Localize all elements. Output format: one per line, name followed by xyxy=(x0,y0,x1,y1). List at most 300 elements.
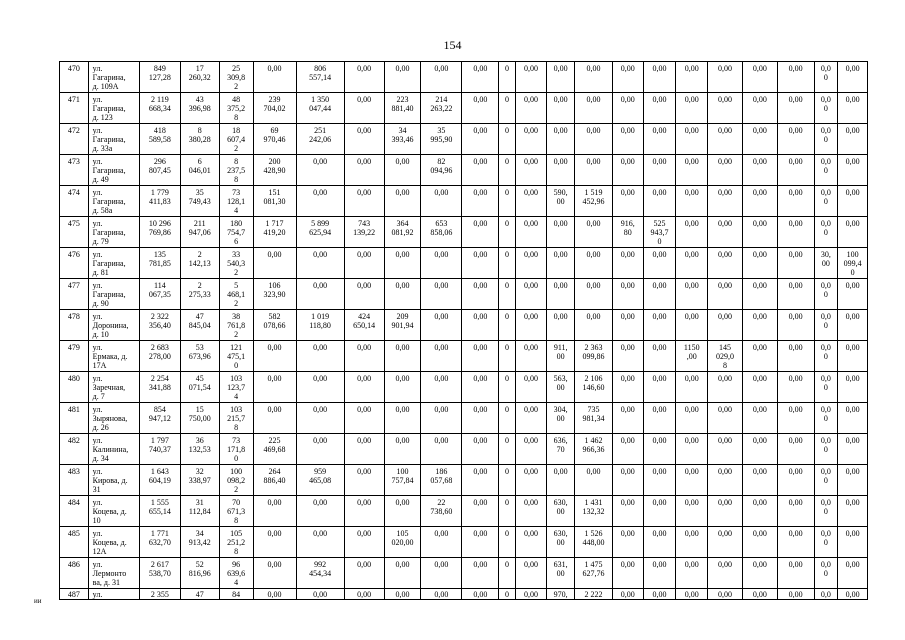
value-cell: 0,00 xyxy=(742,124,777,155)
value-cell: 0,00 xyxy=(676,62,708,93)
value-cell: 0 xyxy=(499,527,515,558)
value-cell: 743 139,22 xyxy=(344,217,384,248)
value-cell: 0,00 xyxy=(575,248,613,279)
value-cell: 0,00 xyxy=(643,124,676,155)
row-number-cell: 475 xyxy=(60,217,89,248)
table-row xyxy=(60,217,868,248)
value-cell: 0,00 xyxy=(344,465,384,496)
value-cell: 0,00 xyxy=(612,589,643,600)
value-cell: 0 xyxy=(499,62,515,93)
value-cell: 0,00 xyxy=(384,434,421,465)
row-number-cell: 472 xyxy=(60,124,89,155)
value-cell: 424 650,14 xyxy=(344,310,384,341)
value-cell: 0,0 0 xyxy=(814,434,838,465)
value-cell: 0,00 xyxy=(421,434,462,465)
value-cell: 0,00 xyxy=(777,124,814,155)
value-cell: 0,00 xyxy=(575,62,613,93)
value-cell: 100 757,84 xyxy=(384,465,421,496)
address-cell: ул. Гагарина, д. 90 xyxy=(88,279,139,310)
value-cell: 0,0 0 xyxy=(814,558,838,589)
value-cell: 0,00 xyxy=(344,558,384,589)
value-cell: 0,00 xyxy=(742,403,777,434)
value-cell: 0,00 xyxy=(838,496,868,527)
value-cell: 0,00 xyxy=(462,186,499,217)
value-cell: 0,00 xyxy=(462,496,499,527)
value-cell: 0,00 xyxy=(462,341,499,372)
value-cell: 418 589,58 xyxy=(139,124,180,155)
value-cell: 0,00 xyxy=(777,372,814,403)
value-cell: 100 098,2 2 xyxy=(219,465,253,496)
value-cell: 0,00 xyxy=(515,62,547,93)
value-cell: 0,00 xyxy=(838,279,868,310)
value-cell: 0,00 xyxy=(676,155,708,186)
value-cell: 992 454,34 xyxy=(296,558,344,589)
value-cell: 0,00 xyxy=(253,62,296,93)
value-cell: 0,0 xyxy=(814,589,838,600)
value-cell: 0,0 0 xyxy=(814,62,838,93)
value-cell: 1 643 604,19 xyxy=(139,465,180,496)
value-cell: 0,00 xyxy=(777,186,814,217)
value-cell: 1 526 448,00 xyxy=(575,527,613,558)
value-cell: 0 xyxy=(499,93,515,124)
value-cell: 0,0 0 xyxy=(814,155,838,186)
value-cell: 0,00 xyxy=(547,217,575,248)
table-row xyxy=(60,372,868,403)
value-cell: 0,00 xyxy=(643,186,676,217)
value-cell: 0,00 xyxy=(676,93,708,124)
value-cell: 0,00 xyxy=(708,372,743,403)
value-cell: 0,00 xyxy=(296,248,344,279)
value-cell: 0,0 0 xyxy=(814,527,838,558)
value-cell: 630, 00 xyxy=(547,527,575,558)
value-cell: 0,00 xyxy=(708,248,743,279)
value-cell: 0,0 0 xyxy=(814,186,838,217)
value-cell: 0,00 xyxy=(547,93,575,124)
value-cell: 0,00 xyxy=(708,558,743,589)
value-cell: 106 323,90 xyxy=(253,279,296,310)
value-cell: 25 309,8 2 xyxy=(219,62,253,93)
value-cell: 0 xyxy=(499,496,515,527)
value-cell: 0,00 xyxy=(643,558,676,589)
value-cell: 0,00 xyxy=(612,93,643,124)
value-cell: 0,00 xyxy=(742,527,777,558)
value-cell: 214 263,22 xyxy=(421,93,462,124)
value-cell: 0,00 xyxy=(296,527,344,558)
value-cell: 0,00 xyxy=(612,372,643,403)
value-cell: 0 xyxy=(499,589,515,600)
value-cell: 47 xyxy=(180,589,219,600)
value-cell: 0,00 xyxy=(676,558,708,589)
value-cell: 0,00 xyxy=(676,465,708,496)
value-cell: 0,00 xyxy=(676,310,708,341)
value-cell: 0,00 xyxy=(421,589,462,600)
table-row xyxy=(60,527,868,558)
value-cell: 84 xyxy=(219,589,253,600)
value-cell: 959 465,08 xyxy=(296,465,344,496)
value-cell: 0,00 xyxy=(643,372,676,403)
value-cell: 0,00 xyxy=(384,341,421,372)
value-cell: 0,00 xyxy=(643,93,676,124)
value-cell: 225 469,68 xyxy=(253,434,296,465)
address-cell: ул. Гагарина, д. 81 xyxy=(88,248,139,279)
value-cell: 0,00 xyxy=(777,217,814,248)
address-cell: ул. Гагарина, д. 58а xyxy=(88,186,139,217)
row-number-cell: 486 xyxy=(60,558,89,589)
value-cell: 0,00 xyxy=(612,341,643,372)
value-cell: 47 845,04 xyxy=(180,310,219,341)
value-cell: 0,00 xyxy=(777,403,814,434)
value-cell: 0,00 xyxy=(708,310,743,341)
value-cell: 0,00 xyxy=(676,372,708,403)
value-cell: 0,00 xyxy=(344,341,384,372)
value-cell: 1 475 627,76 xyxy=(575,558,613,589)
row-number-cell: 480 xyxy=(60,372,89,403)
table-row xyxy=(60,496,868,527)
row-number-cell: 470 xyxy=(60,62,89,93)
value-cell: 0,00 xyxy=(676,403,708,434)
address-cell: ул. Коцева, д. 10 xyxy=(88,496,139,527)
value-cell: 0,00 xyxy=(384,496,421,527)
value-cell: 0,00 xyxy=(676,527,708,558)
value-cell: 0,00 xyxy=(742,589,777,600)
value-cell: 0,00 xyxy=(296,403,344,434)
value-cell: 0,00 xyxy=(344,248,384,279)
value-cell: 0,00 xyxy=(344,372,384,403)
table-row xyxy=(60,310,868,341)
value-cell: 0,00 xyxy=(253,372,296,403)
value-cell: 0 xyxy=(499,558,515,589)
table-row xyxy=(60,341,868,372)
address-cell: ул. Кирова, д. 31 xyxy=(88,465,139,496)
address-cell: ул. Зырянова, д. 26 xyxy=(88,403,139,434)
value-cell: 0,00 xyxy=(742,155,777,186)
value-cell: 0,00 xyxy=(838,93,868,124)
value-cell: 0,00 xyxy=(676,248,708,279)
value-cell: 0,00 xyxy=(742,62,777,93)
table-row xyxy=(60,279,868,310)
value-cell: 2 106 146,60 xyxy=(575,372,613,403)
value-cell: 0,00 xyxy=(643,403,676,434)
value-cell: 0,00 xyxy=(575,465,613,496)
value-cell: 0 xyxy=(499,155,515,186)
value-cell: 8 380,28 xyxy=(180,124,219,155)
value-cell: 0,00 xyxy=(838,558,868,589)
value-cell: 0,00 xyxy=(777,155,814,186)
value-cell: 100 099,4 0 xyxy=(838,248,868,279)
value-cell: 0,00 xyxy=(676,124,708,155)
table-row xyxy=(60,558,868,589)
value-cell: 0,00 xyxy=(742,93,777,124)
table-row xyxy=(60,589,868,600)
value-cell: 0,00 xyxy=(643,527,676,558)
value-cell: 0,00 xyxy=(742,434,777,465)
value-cell: 31 112,84 xyxy=(180,496,219,527)
value-cell: 2 142,13 xyxy=(180,248,219,279)
value-cell: 0,00 xyxy=(838,589,868,600)
value-cell: 916, 80 xyxy=(612,217,643,248)
footer-mark: ии xyxy=(34,597,42,605)
value-cell: 1 771 632,70 xyxy=(139,527,180,558)
row-number-cell: 485 xyxy=(60,527,89,558)
address-cell: ул. Ермака, д. 17А xyxy=(88,341,139,372)
value-cell: 209 901,94 xyxy=(384,310,421,341)
value-cell: 0,00 xyxy=(612,465,643,496)
value-cell: 0,00 xyxy=(708,155,743,186)
value-cell: 0,00 xyxy=(777,527,814,558)
value-cell: 0,00 xyxy=(612,434,643,465)
address-cell: ул. Гагарина, д. 109А xyxy=(88,62,139,93)
value-cell: 0,00 xyxy=(643,248,676,279)
value-cell: 0,00 xyxy=(612,248,643,279)
table-row xyxy=(60,465,868,496)
value-cell: 32 338,97 xyxy=(180,465,219,496)
value-cell: 0,00 xyxy=(612,124,643,155)
value-cell: 0,00 xyxy=(515,124,547,155)
value-cell: 5 899 625,94 xyxy=(296,217,344,248)
value-cell: 22 738,60 xyxy=(421,496,462,527)
value-cell: 735 981,34 xyxy=(575,403,613,434)
row-number-cell: 473 xyxy=(60,155,89,186)
value-cell: 0,00 xyxy=(676,496,708,527)
value-cell: 0 xyxy=(499,341,515,372)
value-cell: 0,00 xyxy=(421,62,462,93)
value-cell: 0,00 xyxy=(547,248,575,279)
value-cell: 0,00 xyxy=(296,186,344,217)
value-cell: 0,00 xyxy=(547,62,575,93)
value-cell: 0,0 0 xyxy=(814,310,838,341)
value-cell: 0 xyxy=(499,279,515,310)
value-cell: 0,00 xyxy=(344,279,384,310)
value-cell: 0,00 xyxy=(296,372,344,403)
value-cell: 0 xyxy=(499,310,515,341)
value-cell: 0,00 xyxy=(742,310,777,341)
value-cell: 0,00 xyxy=(384,558,421,589)
value-cell: 2 254 341,88 xyxy=(139,372,180,403)
value-cell: 0,0 0 xyxy=(814,372,838,403)
address-cell: ул. Лермонто ва, д. 31 xyxy=(88,558,139,589)
value-cell: 0,00 xyxy=(462,558,499,589)
value-cell: 0 xyxy=(499,248,515,279)
value-cell: 0,00 xyxy=(708,465,743,496)
value-cell: 0,00 xyxy=(421,248,462,279)
value-cell: 0,00 xyxy=(384,372,421,403)
value-cell: 0,00 xyxy=(612,403,643,434)
value-cell: 911, 00 xyxy=(547,341,575,372)
value-cell: 82 094,96 xyxy=(421,155,462,186)
value-cell: 854 947,12 xyxy=(139,403,180,434)
value-cell: 70 671,3 8 xyxy=(219,496,253,527)
value-cell: 0,00 xyxy=(515,558,547,589)
value-cell: 0,0 0 xyxy=(814,341,838,372)
value-cell: 0,00 xyxy=(462,589,499,600)
value-cell: 0,00 xyxy=(515,589,547,600)
value-cell: 582 078,66 xyxy=(253,310,296,341)
value-cell: 38 761,8 2 xyxy=(219,310,253,341)
value-cell: 0,00 xyxy=(515,434,547,465)
value-cell: 0,00 xyxy=(462,465,499,496)
value-cell: 0,00 xyxy=(253,558,296,589)
value-cell: 200 428,90 xyxy=(253,155,296,186)
value-cell: 0,00 xyxy=(643,465,676,496)
value-cell: 0,00 xyxy=(676,434,708,465)
row-number-cell: 479 xyxy=(60,341,89,372)
row-number-cell: 487 xyxy=(60,589,89,600)
row-number-cell: 474 xyxy=(60,186,89,217)
value-cell: 135 781,85 xyxy=(139,248,180,279)
value-cell: 0,00 xyxy=(296,155,344,186)
value-cell: 0,00 xyxy=(838,155,868,186)
value-cell: 0,00 xyxy=(575,310,613,341)
value-cell: 0,00 xyxy=(742,465,777,496)
value-cell: 0,00 xyxy=(547,279,575,310)
value-cell: 18 607,4 2 xyxy=(219,124,253,155)
value-cell: 0,0 0 xyxy=(814,93,838,124)
address-cell: ул. Калинина, д. 34 xyxy=(88,434,139,465)
value-cell: 211 947,06 xyxy=(180,217,219,248)
value-cell: 0,0 0 xyxy=(814,496,838,527)
value-cell: 2 222 xyxy=(575,589,613,600)
table-row xyxy=(60,186,868,217)
value-cell: 105 020,00 xyxy=(384,527,421,558)
value-cell: 0,0 0 xyxy=(814,279,838,310)
value-cell: 0,00 xyxy=(708,124,743,155)
value-cell: 0,00 xyxy=(838,372,868,403)
value-cell: 0,00 xyxy=(515,496,547,527)
value-cell: 73 128,1 4 xyxy=(219,186,253,217)
value-cell: 0,00 xyxy=(421,558,462,589)
value-cell: 0,00 xyxy=(708,279,743,310)
data-table xyxy=(59,61,868,600)
value-cell: 0,00 xyxy=(515,372,547,403)
value-cell: 69 970,46 xyxy=(253,124,296,155)
value-cell: 2 355 xyxy=(139,589,180,600)
value-cell: 0,00 xyxy=(344,155,384,186)
value-cell: 0,00 xyxy=(515,310,547,341)
value-cell: 631, 00 xyxy=(547,558,575,589)
value-cell: 0,00 xyxy=(838,341,868,372)
value-cell: 0,00 xyxy=(742,279,777,310)
value-cell: 103 123,7 4 xyxy=(219,372,253,403)
value-cell: 0,00 xyxy=(643,434,676,465)
value-cell: 636, 70 xyxy=(547,434,575,465)
address-cell: ул. Гагарина, д. 33а xyxy=(88,124,139,155)
value-cell: 0,00 xyxy=(344,496,384,527)
value-cell: 0,00 xyxy=(462,403,499,434)
row-number-cell: 484 xyxy=(60,496,89,527)
value-cell: 0,00 xyxy=(462,155,499,186)
value-cell: 0,00 xyxy=(575,279,613,310)
row-number-cell: 482 xyxy=(60,434,89,465)
value-cell: 73 171,8 0 xyxy=(219,434,253,465)
value-cell: 0,00 xyxy=(421,186,462,217)
value-cell: 630, 00 xyxy=(547,496,575,527)
value-cell: 0,00 xyxy=(612,558,643,589)
value-cell: 296 807,45 xyxy=(139,155,180,186)
value-cell: 0 xyxy=(499,403,515,434)
value-cell: 0,00 xyxy=(838,465,868,496)
value-cell: 2 275,33 xyxy=(180,279,219,310)
value-cell: 0,00 xyxy=(643,62,676,93)
value-cell: 525 943,7 0 xyxy=(643,217,676,248)
value-cell: 0,00 xyxy=(708,589,743,600)
value-cell: 0,00 xyxy=(575,155,613,186)
value-cell: 0 xyxy=(499,124,515,155)
value-cell: 33 540,3 2 xyxy=(219,248,253,279)
row-number-cell: 471 xyxy=(60,93,89,124)
value-cell: 0,00 xyxy=(515,279,547,310)
value-cell: 0,00 xyxy=(296,279,344,310)
value-cell: 0,00 xyxy=(296,589,344,600)
value-cell: 970, xyxy=(547,589,575,600)
value-cell: 0,00 xyxy=(643,341,676,372)
table-row xyxy=(60,62,868,93)
value-cell: 223 881,40 xyxy=(384,93,421,124)
value-cell: 0,00 xyxy=(838,62,868,93)
value-cell: 0,00 xyxy=(462,310,499,341)
value-cell: 180 754,7 6 xyxy=(219,217,253,248)
value-cell: 0,00 xyxy=(742,341,777,372)
address-cell: ул. Гагарина, д. 123 xyxy=(88,93,139,124)
value-cell: 0,00 xyxy=(676,217,708,248)
value-cell: 0,00 xyxy=(253,589,296,600)
address-cell: ул. Гагарина, д. 79 xyxy=(88,217,139,248)
table-row xyxy=(60,124,868,155)
value-cell: 563, 00 xyxy=(547,372,575,403)
value-cell: 0,00 xyxy=(612,527,643,558)
value-cell: 1 350 047,44 xyxy=(296,93,344,124)
value-cell: 0,00 xyxy=(421,403,462,434)
value-cell: 0,00 xyxy=(708,403,743,434)
value-cell: 0,00 xyxy=(838,186,868,217)
value-cell: 35 749,43 xyxy=(180,186,219,217)
page-number: 154 xyxy=(443,38,462,52)
value-cell: 0,00 xyxy=(515,403,547,434)
value-cell: 43 396,98 xyxy=(180,93,219,124)
value-cell: 251 242,06 xyxy=(296,124,344,155)
value-cell: 0,00 xyxy=(777,558,814,589)
value-cell: 0,0 0 xyxy=(814,217,838,248)
value-cell: 0,00 xyxy=(643,155,676,186)
value-cell: 0,00 xyxy=(708,527,743,558)
value-cell: 0,00 xyxy=(515,155,547,186)
value-cell: 0,00 xyxy=(612,62,643,93)
value-cell: 30, 00 xyxy=(814,248,838,279)
value-cell: 34 913,42 xyxy=(180,527,219,558)
value-cell: 0 xyxy=(499,465,515,496)
value-cell: 590, 00 xyxy=(547,186,575,217)
value-cell: 0,00 xyxy=(515,217,547,248)
value-cell: 0,00 xyxy=(612,310,643,341)
value-cell: 0,00 xyxy=(384,186,421,217)
value-cell: 849 127,28 xyxy=(139,62,180,93)
value-cell: 45 071,54 xyxy=(180,372,219,403)
address-cell: ул. xyxy=(88,589,139,600)
value-cell: 0,00 xyxy=(462,372,499,403)
value-cell: 2 363 099,86 xyxy=(575,341,613,372)
value-cell: 0,00 xyxy=(777,62,814,93)
value-cell: 0,00 xyxy=(515,341,547,372)
value-cell: 364 081,92 xyxy=(384,217,421,248)
value-cell: 35 995,90 xyxy=(421,124,462,155)
value-cell: 0,00 xyxy=(838,310,868,341)
value-cell: 0,00 xyxy=(253,496,296,527)
value-cell: 0,00 xyxy=(612,279,643,310)
value-cell: 0,00 xyxy=(384,279,421,310)
row-number-cell: 483 xyxy=(60,465,89,496)
value-cell: 0,00 xyxy=(296,434,344,465)
value-cell: 0,00 xyxy=(838,124,868,155)
value-cell: 114 067,35 xyxy=(139,279,180,310)
